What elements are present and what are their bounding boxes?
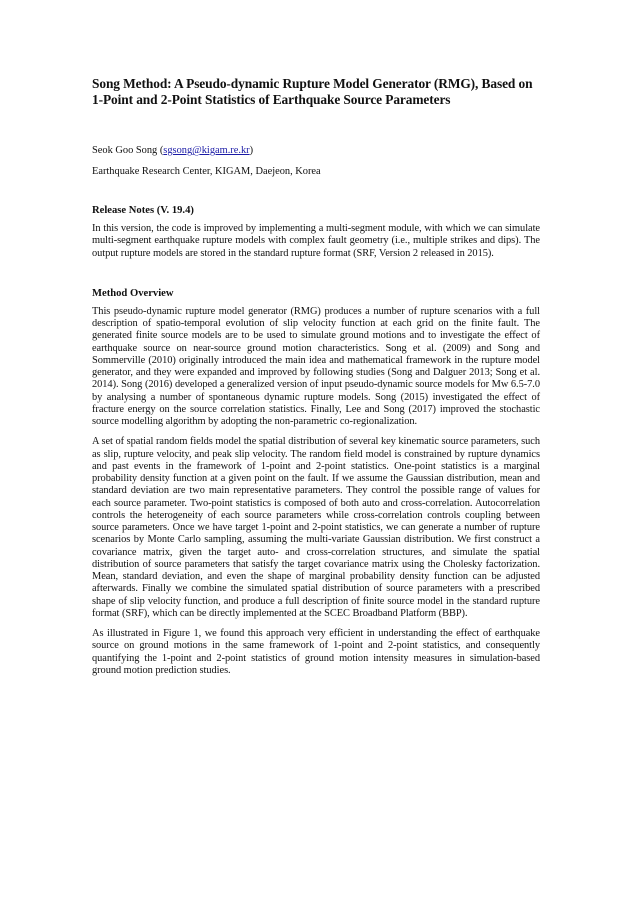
document-page — [92, 76, 540, 677]
paragraph: In this version, the code is improved by implementing a multi-segment module, with which we can simulate multi-segment earthquake rupture models with complex fault geometry (i.e., multiple strikes and dips). The output rupture models are stored in the standard rupture format (SRF, Version 2 released in 2015). — [92, 223, 540, 259]
author-email-link[interactable]: sgsong@kigam.re.kr — [163, 145, 250, 156]
section-heading: Method Overview — [92, 287, 174, 299]
paragraph: As illustrated in Figure 1, we found this approach very efficient in understanding the effect of earthquake source on ground motions in the same framework of 1-point and 2-point statistics, and consequently quantifying the 1-point and 2-point statistics of ground motion intensity measures in simulation-based ground motion prediction studies. — [92, 628, 540, 676]
method-overview-section — [92, 287, 540, 677]
author-line — [92, 144, 540, 157]
author-close: ) — [249, 145, 254, 156]
section-heading: Release Notes (V. 19.4) — [92, 205, 194, 216]
paragraph: A set of spatial random fields model the spatial distribution of several key kinematic source parameters, such as slip, rupture velocity, and peak slip velocity. The random field model is constrained by rupture dynamics and past events in the framework of 1-point and 2-point statistics. One-point statistics is a marginal probability density function at a given point on the fault. If we assume the Gaussian distribution, mean and standard deviation are two main representative parameters. They control the possible range of values for each source parameter. Two-point statistics is composed of both auto and cross-correlation. Autocorrelation controls the heterogeneity of each source parameters while cross-correlation controls coupling between source parameters. Once we have target 1-point and 2-point statistics, we can generate a number of rupture scenarios by Monte Carlo sampling, assuming the multi-variate Gaussian distribution. We first construct a covariance matrix, given the target auto- and cross-correlation structures, and simulate the spatial distribution of source parameters that satisfy the target covariance matrix using the Cholesky factorization. Mean, standard deviation, and even the shape of marginal probability density function can be adjusted afterwards. Finally we combine the simulated spatial distribution of source parameters with a prescribed shape of slip velocity function, and produce a full description of finite source model in the standard rupture format (SRF), which can be directly implemented at the SCEC Broadband Platform (BBP). — [92, 436, 540, 619]
affiliation: Earthquake Research Center, KIGAM, Daejeon, Korea — [92, 166, 321, 177]
release-notes-section — [92, 204, 540, 260]
document-title: Song Method: A Pseudo-dynamic Rupture Model Generator (RMG), Based on 1-Point and 2-Point Statistics of Earthquake Source Parameters — [92, 76, 533, 107]
author-name: Seok Goo Song ( — [92, 145, 164, 156]
paragraph: This pseudo-dynamic rupture model generator (RMG) produces a number of rupture scenarios with a full description of spatio-temporal evolution of slip velocity function at each grid on the finite fault. The generated finite source models are to be used to simulate ground motions and to investigate the effect of earthquake source on near-source ground motion characteristics. Song et al. (2009) and Song and Sommerville (2010) originally introduced the main idea and mathematical framework in the rupture model generator, and they were expanded and improved by following studies (Song and Dalguer 2013; Song et al. 2014). Song (2016) developed a generalized version of input pseudo-dynamic source models for Mw 6.5-7.0 by analysing a number of spontaneous dynamic rupture models. Song (2015) investigated the effect of fracture energy on the source correlation statistics. Finally, Lee and Song (2017) improved the stochastic source modelling algorithm by adopting the non-parametric co-regionalization. — [92, 305, 540, 427]
